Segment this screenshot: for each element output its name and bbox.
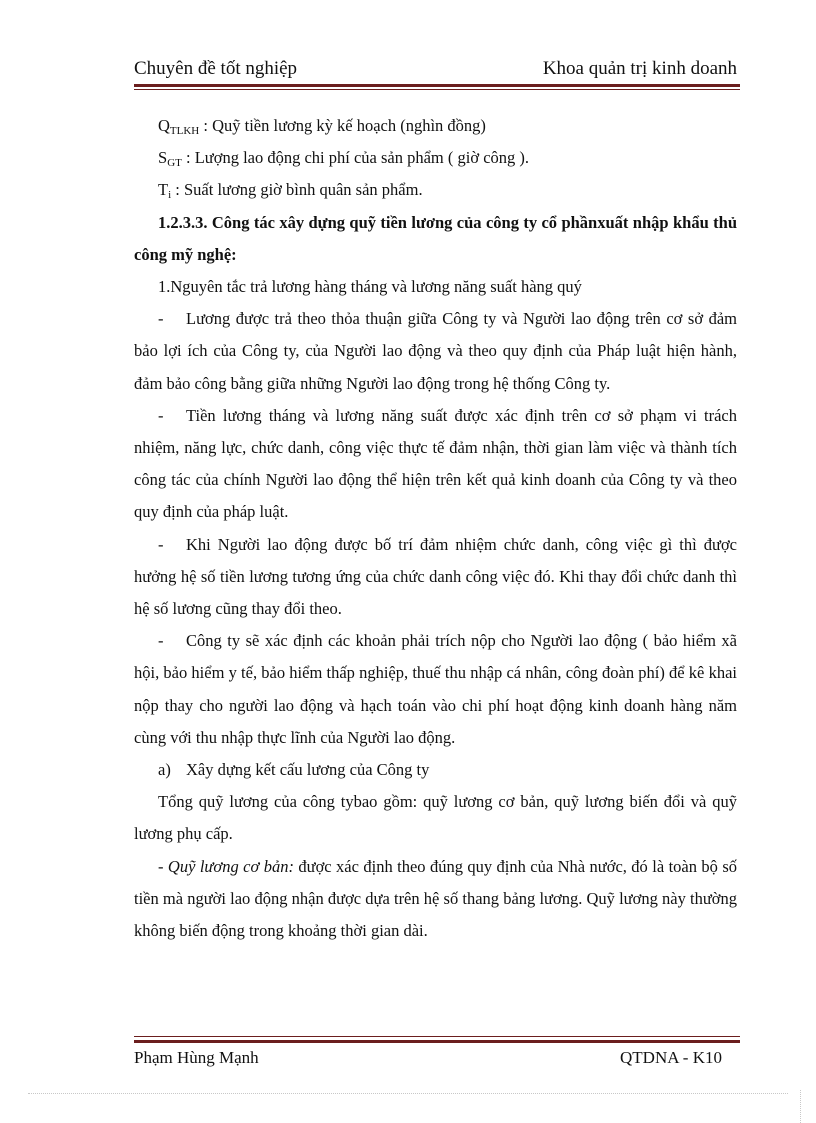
paragraph-basic-fund: - Quỹ lương cơ bản: được xác định theo đúng quy định của Nhà nước, đó là toàn bộ số tiền mà người lao động nhận được dựa trên hệ số thang bảng lương. Quỹ lương này thường không biến động trong khoảng thời gian dài. xyxy=(134,856,737,941)
footer-class-code: QTDNA - K10 xyxy=(620,1048,722,1067)
bullet-item: - Khi Người lao động được bố trí đảm nhiệm chức danh, công việc gì thì được hưởng hệ số tiền lương tương ứng của chức danh công việc đó. Khi thay đổi chức danh thì hệ số lương cũng thay đổi theo. xyxy=(134,534,737,619)
bullet-item: - Lương được trả theo thỏa thuận giữa Công ty và Người lao động trên cơ sở đảm bảo lợi ích của Công ty, của Người lao động và theo quy định của Pháp luật hiện hành, đảm bảo công bằng giữa những Người lao động trong hệ thống Công ty. xyxy=(134,309,737,393)
header-rule-thick xyxy=(134,84,740,87)
footer-rule-thin xyxy=(134,1036,740,1037)
bullet-item: - Tiền lương tháng và lương năng suất được xác định trên cơ sở phạm vi trách nhiệm, năng lực, chức danh, công việc thực tế đảm nhận, thời gian làm việc và thành tích công tác của chính Người lao động thể hiện trên kết quả kinh doanh của Công ty và theo quy định của pháp luật. xyxy=(134,405,737,522)
page-boundary-line xyxy=(28,1093,788,1094)
subheading-a: a) Xây dựng kết cấu lương của Công ty xyxy=(158,760,430,780)
section-heading: 1.2.3.3. Công tác xây dựng quỹ tiền lương của công ty cổ phầnxuất nhập khẩu thủ công mỹ nghệ: xyxy=(134,212,737,264)
paragraph-total-fund: Tổng quỹ lương của công tybao gồm: quỹ lương cơ bản, quỹ lương biến đổi và quỹ lương phụ cấp. xyxy=(134,792,737,844)
definition-sgt: $S_{GT}$ : Lượng lao động chi phí của sản phẩm ( giờ công ). xyxy=(158,148,530,170)
document-body xyxy=(134,110,737,947)
footer-rule-thick xyxy=(134,1040,740,1043)
page-header xyxy=(134,56,737,82)
page-footer xyxy=(134,1046,722,1070)
definition-qtlkh: $Q_{TLKH}$ : Quỹ tiền lương kỳ kế hoạch (nghìn đồng) xyxy=(158,116,486,137)
page-boundary-mark xyxy=(800,1090,801,1123)
principle-title: 1.Nguyên tắc trả lương hàng tháng và lương năng suất hàng quý xyxy=(158,277,582,297)
header-rule-thin xyxy=(134,89,740,90)
header-title-left: Chuyên đề tốt nghiệp xyxy=(134,58,298,79)
bullet-item: - Công ty sẽ xác định các khoản phải trích nộp cho Người lao động ( bảo hiểm xã hội, bảo hiểm y tế, bảo hiểm thấp nghiệp, thuế thu nhập cá nhân, công đoàn phí) để kê khai nộp thay cho người lao động và hạch toán vào chi phí hoạt động kinh doanh hàng năm cùng với thu nhập thực lĩnh của Người lao động. xyxy=(134,631,737,747)
definition-ti: $T_i$ : Suất lương giờ bình quân sản phẩm. xyxy=(158,180,423,202)
footer-author: Phạm Hùng Mạnh xyxy=(134,1048,259,1067)
header-title-right: Khoa quản trị kinh doanh xyxy=(542,58,737,79)
